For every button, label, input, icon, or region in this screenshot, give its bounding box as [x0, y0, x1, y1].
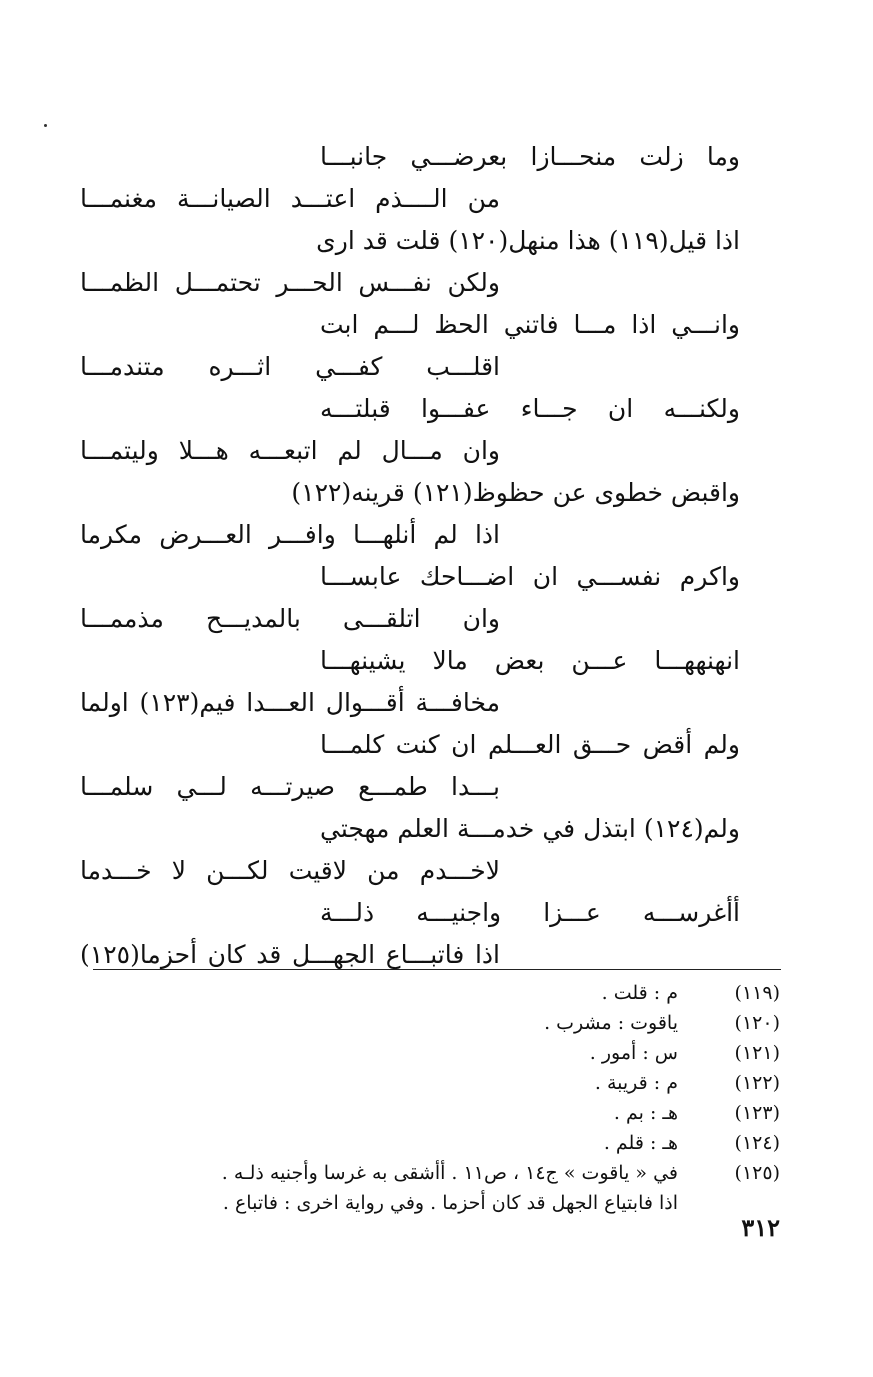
verse-10-first-hemistich: أأغرســـه عـــزا واجنيـــه ذلـــة — [320, 898, 740, 927]
footnote-number: (١٢٢) — [734, 1072, 780, 1094]
verse-4-second-hemistich: وان مـــال لم اتبعـــه هـــلا وليتمـــا — [80, 436, 500, 465]
footnote-text: في « ياقوت » ج١٤ ، ص١١ . أأشقى به غرسا وأجنيه ذلـه . — [221, 1162, 678, 1184]
verse-10-second-hemistich: اذا فاتبـــاع الجهـــل قد كان أحزما(١٢٥) — [80, 940, 500, 969]
verse-4-first-hemistich: ولكنـــه ان جـــاء عفـــوا قبلتـــه — [320, 394, 740, 423]
footnote-number: (١٢٣) — [734, 1102, 780, 1124]
verse-7-second-hemistich: مخافـــة أقـــوال العـــدا فيم(١٢٣) اولما — [80, 688, 500, 717]
footnote-number: (١٢١) — [734, 1042, 780, 1064]
verse-2-second-hemistich: ولكن نفـــس الحـــر تحتمـــل الظمـــا — [80, 268, 500, 297]
footnote-item — [60, 1068, 780, 1098]
footnote-text: هـ : بم . — [613, 1102, 678, 1124]
footnote-item — [60, 1038, 780, 1068]
footnote-separator — [93, 969, 781, 970]
footnote-text: م : قريبة . — [594, 1072, 678, 1094]
verse-7-first-hemistich: انهنههـــا عـــن بعض مالا يشينهـــا — [320, 646, 740, 675]
verse-8-second-hemistich: بـــدا طمـــع صيرتـــه لـــي سلمـــا — [80, 772, 500, 801]
footnote-number: (١١٩) — [734, 982, 780, 1004]
verse-2-first-hemistich: اذا قيل(١١٩) هذا منهل(١٢٠) قلت قد ارى — [316, 226, 740, 255]
footnote-item — [60, 1098, 780, 1128]
verse-9-first-hemistich: ولم(١٢٤) ابتذل في خدمـــة العلم مهجتي — [320, 814, 740, 843]
footnote-text: هـ : قلم . — [603, 1132, 678, 1154]
verse-1-second-hemistich: من الــــذم اعتـــد الصيانـــة مغنمـــا — [80, 184, 500, 213]
footnote-number: (١٢٠) — [734, 1012, 780, 1034]
poem-verses — [80, 136, 740, 976]
verse-1-first-hemistich: وما زلت منحـــازا بعرضـــي جانبـــا — [320, 142, 740, 171]
verse-5-first-hemistich: واقبض خطوى عن حظوظ(١٢١) قرينه(١٢٢) — [291, 478, 740, 507]
footnote-text: س : أمور . — [589, 1042, 678, 1064]
verse-9-second-hemistich: لاخـــدم من لاقيت لكـــن لا خـــدما — [80, 856, 500, 885]
footnote-item — [60, 1008, 780, 1038]
footnote-number: (١٢٤) — [734, 1132, 780, 1154]
verse-8-first-hemistich: ولم أقض حـــق العـــلم ان كنت كلمـــا — [320, 730, 740, 759]
verse-6-first-hemistich: واكرم نفســـي ان اضـــاحك عابســـا — [320, 562, 740, 591]
footnote-item — [60, 978, 780, 1008]
footnote-number: (١٢٥) — [734, 1162, 780, 1184]
verse-6-second-hemistich: وان اتلقـــى بالمديـــح مذممـــا — [80, 604, 500, 633]
footnote-continuation: اذا فابتياع الجهل قد كان أحزما . وفي رواية اخرى : فاتباع . — [222, 1192, 678, 1214]
stray-ink-mark — [44, 124, 47, 127]
footnote-item — [60, 1158, 780, 1188]
footnote-text: م : قلت . — [601, 982, 678, 1004]
verse-5-second-hemistich: اذا لم أنلهـــا وافـــر العـــرض مكرما — [80, 520, 500, 549]
verse-3-first-hemistich: وانـــي اذا مـــا فاتني الحظ لـــم ابت — [320, 310, 740, 339]
footnote-text: ياقوت : مشرب . — [544, 1012, 678, 1034]
footnote-item — [60, 1128, 780, 1158]
footnotes — [60, 978, 780, 1218]
verse-3-second-hemistich: اقلـــب كفـــي اثـــره متندمـــا — [80, 352, 500, 381]
page-number: ٣١٢ — [741, 1213, 780, 1242]
